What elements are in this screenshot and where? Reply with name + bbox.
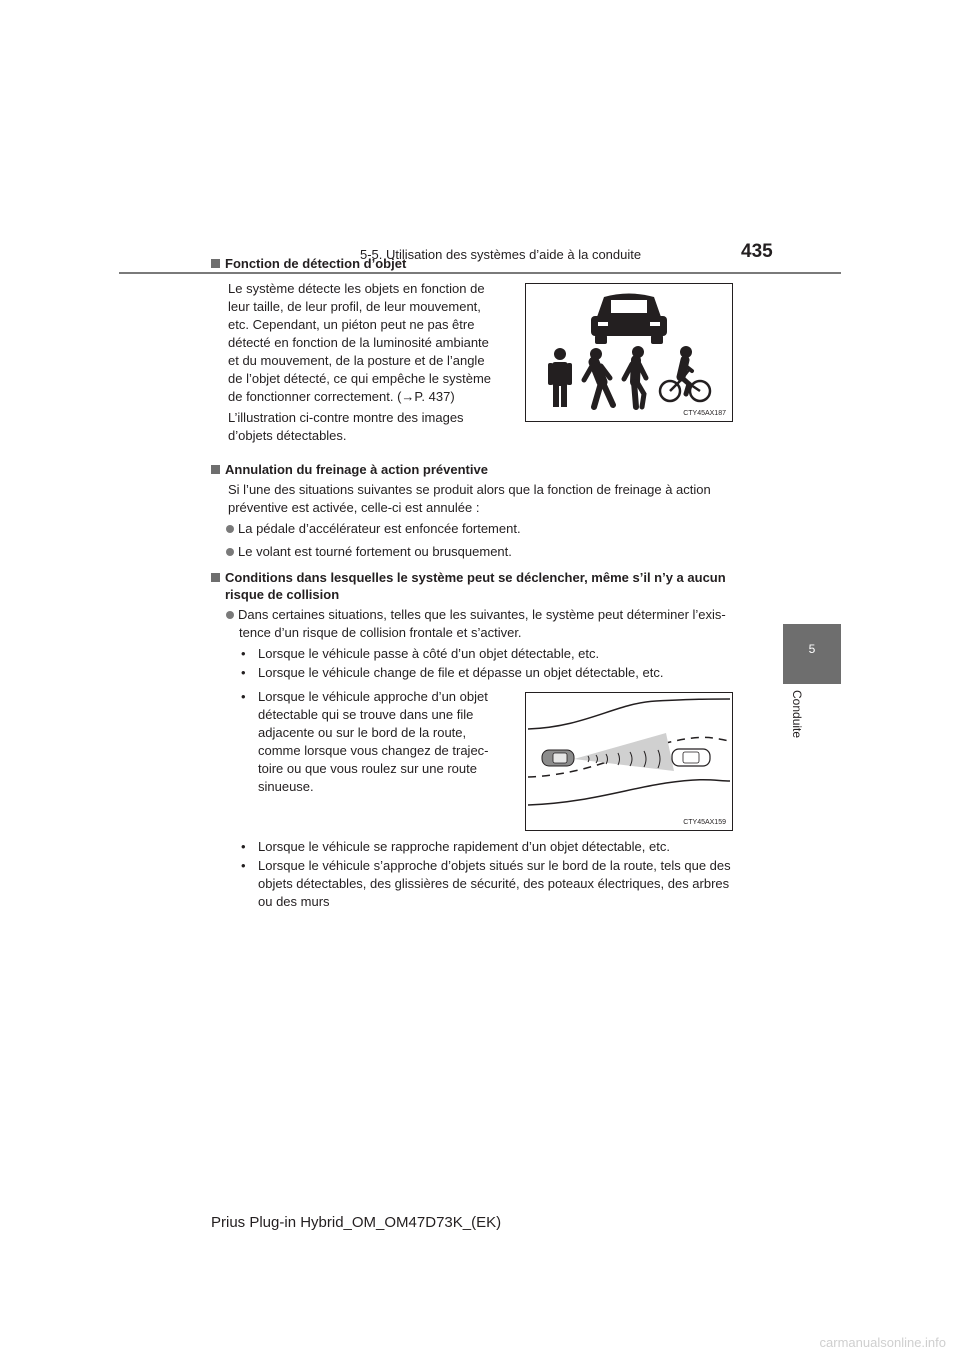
cyclist-icon <box>660 346 710 401</box>
item-text: Lorsque le véhicule se rapproche rapidement d’un objet détectable, etc. <box>258 839 670 854</box>
bullet-line <box>226 606 756 624</box>
condition-item-1 <box>241 645 751 663</box>
bullet-text: Le volant est tourné fortement ou brusquement. <box>238 544 512 559</box>
pedestrian-running-icon <box>624 346 646 407</box>
header-rule <box>119 272 841 274</box>
cancellation-bullet-1 <box>226 520 521 538</box>
text-line: ou des murs <box>258 894 330 909</box>
detection-title: Fonction de détection d’objet <box>225 256 407 271</box>
figure-code: CTY45AX187 <box>683 410 726 417</box>
text-line: objets détectables, des glissières de sécurité, des poteaux électriques, des arbres <box>258 876 730 891</box>
bullet-dot-icon <box>226 548 234 556</box>
item-text-block <box>258 688 506 796</box>
item-marker: • <box>241 646 246 661</box>
condition-item-2 <box>241 664 751 682</box>
cancellation-intro <box>228 481 746 517</box>
condition-item-3 <box>241 688 506 796</box>
conditions-title-line-2: risque de collision <box>225 587 340 602</box>
item-text: Lorsque le véhicule passe à côté d’un objet détectable, etc. <box>258 646 600 661</box>
chapter-number: 5 <box>808 642 816 656</box>
square-bullet-icon <box>211 465 220 474</box>
figure-code: CTY45AX159 <box>683 819 726 826</box>
document-footer: Prius Plug-in Hybrid_OM_OM47D73K_(EK) <box>211 1214 502 1231</box>
text-line: détectable qui se trouve dans une file <box>258 707 474 722</box>
chapter-label <box>790 690 804 760</box>
curved-road-figure <box>525 692 733 831</box>
text-line: comme lorsque vous changez de trajec- <box>258 743 489 758</box>
square-bullet-icon <box>211 259 220 268</box>
text-line: sinueuse. <box>258 779 314 794</box>
text-line: Lorsque le véhicule approche d’un objet <box>258 689 488 704</box>
detectable-objects-figure <box>525 283 733 422</box>
detectable-objects-illustration <box>526 284 732 421</box>
section-header: 5-5. Utilisation des systèmes d’aide à la conduite <box>360 247 642 262</box>
square-bullet-icon <box>211 573 220 582</box>
text-line: de l’objet détecté, ce qui empêche le système <box>228 371 492 386</box>
text-line: Le système détecte les objets en fonction de <box>228 281 485 296</box>
road-edge-bottom <box>528 780 730 805</box>
page-number: 435 <box>741 241 773 262</box>
detection-paragraph-2 <box>228 409 506 445</box>
watermark: carmanualsonline.info <box>819 1335 946 1350</box>
pedestrian-standing-icon <box>548 348 572 407</box>
target-vehicle-icon <box>672 749 710 766</box>
road-edge-top <box>528 699 730 729</box>
text-line: toire ou que vous roulez sur une route <box>258 761 477 776</box>
conditions-title-line-1: Conditions dans lesquelles le système peut se déclencher, même s’il n’y a aucun <box>225 570 726 585</box>
text-line: etc. Cependant, un piéton peut ne pas être <box>228 317 475 332</box>
text-line: de fonctionner correctement. (→P. 437) <box>228 389 455 404</box>
bullet-text: Dans certaines situations, telles que les suivantes, le système peut déterminer l’exis- <box>238 607 726 622</box>
heading-line <box>211 569 751 586</box>
item-marker: • <box>241 839 246 854</box>
bullet-dot-icon <box>226 525 234 533</box>
text-line: L’illustration ci-contre montre des images <box>228 410 464 425</box>
bullet-text: La pédale d’accélérateur est enfoncée fortement. <box>238 521 521 536</box>
condition-item-5 <box>241 857 751 911</box>
text-line: d’objets détectables. <box>228 428 347 443</box>
item-marker: • <box>241 665 246 680</box>
condition-item-4 <box>241 838 751 856</box>
text-line: leur taille, de leur profil, de leur mouvement, <box>228 299 481 314</box>
item-text: Lorsque le véhicule change de file et dépasse un objet détectable, etc. <box>258 665 664 680</box>
cancellation-title: Annulation du freinage à action préventive <box>225 462 488 477</box>
text-line: Lorsque le véhicule s’approche d’objets situés sur le bord de la route, tels que des <box>258 858 731 873</box>
conditions-bullet <box>226 606 756 642</box>
detection-paragraph-1 <box>228 280 506 406</box>
detection-heading <box>211 255 406 272</box>
cancellation-heading <box>211 461 488 478</box>
item-text-block <box>258 857 751 911</box>
pedestrian-walking-icon <box>584 348 613 407</box>
chapter-label-text: Conduite <box>790 690 804 739</box>
text-line: Si l’une des situations suivantes se produit alors que la fonction de freinage à action <box>228 482 711 497</box>
bullet-text: tence d’un risque de collision frontale et s’activer. <box>239 625 522 640</box>
curved-road-illustration <box>526 693 732 830</box>
text-line: adjacente ou sur le bord de la route, <box>258 725 467 740</box>
conditions-heading <box>211 569 751 603</box>
item-marker: • <box>241 858 246 873</box>
text-line: détecté en fonction de la luminosité ambiante <box>228 335 489 350</box>
bullet-dot-icon <box>226 611 234 619</box>
text-line: préventive est activée, celle-ci est annulée : <box>228 500 480 515</box>
text-line: et du mouvement, de la posture et de l’angle <box>228 353 485 368</box>
cancellation-bullet-2 <box>226 543 512 561</box>
item-marker: • <box>241 689 246 704</box>
own-vehicle-icon <box>542 750 574 766</box>
